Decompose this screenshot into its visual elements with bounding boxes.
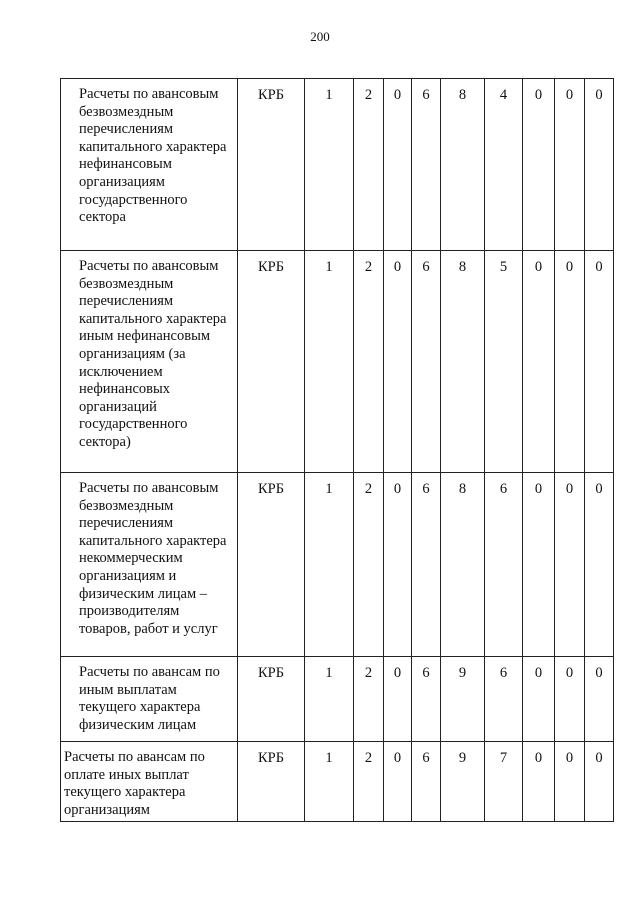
code-digit: 0	[523, 251, 555, 473]
code-digit: 1	[305, 473, 354, 657]
code-digit: 0	[585, 742, 614, 822]
code-digit: 0	[523, 79, 555, 251]
code-digit: 0	[523, 657, 555, 742]
code-digit: 6	[412, 657, 441, 742]
code-digit: 2	[354, 473, 384, 657]
code-digit: 1	[305, 742, 354, 822]
row-description: Расчеты по авансовым безвозмездным перечислениям капитального характера нефинансовым организациям государственного сектора	[61, 79, 238, 251]
code-digit: 0	[585, 657, 614, 742]
code-digit: 6	[412, 79, 441, 251]
code-digit: 6	[412, 251, 441, 473]
code-digit: 0	[384, 79, 412, 251]
code-digit: 0	[384, 742, 412, 822]
code-digit: 2	[354, 251, 384, 473]
code-digit: 4	[485, 79, 523, 251]
code-digit: 0	[555, 657, 585, 742]
code-digit: 0	[523, 742, 555, 822]
row-description: Расчеты по авансам по оплате иных выплат текущего характера организациям	[61, 742, 238, 822]
row-description: Расчеты по авансам по иным выплатам текущего характера физическим лицам	[61, 657, 238, 742]
table-row	[61, 657, 614, 742]
code-digit: 0	[384, 473, 412, 657]
code-digit: 1	[305, 657, 354, 742]
code-digit: 8	[441, 251, 485, 473]
code-digit: 6	[412, 473, 441, 657]
table-row	[61, 251, 614, 473]
row-code: КРБ	[238, 79, 305, 251]
code-digit: 0	[555, 742, 585, 822]
code-digit: 0	[585, 251, 614, 473]
row-description: Расчеты по авансовым безвозмездным перечислениям капитального характера некоммерческим организациям и физическим лицам – производителям товаров, работ и услуг	[61, 473, 238, 657]
code-digit: 0	[585, 79, 614, 251]
code-digit: 6	[485, 473, 523, 657]
row-code: КРБ	[238, 251, 305, 473]
table-row	[61, 742, 614, 822]
code-digit: 2	[354, 742, 384, 822]
code-digit: 6	[412, 742, 441, 822]
code-digit: 5	[485, 251, 523, 473]
code-digit: 0	[523, 473, 555, 657]
row-code: КРБ	[238, 473, 305, 657]
code-digit: 0	[384, 657, 412, 742]
table-row	[61, 79, 614, 251]
code-digit: 8	[441, 473, 485, 657]
code-digit: 6	[485, 657, 523, 742]
code-digit: 1	[305, 79, 354, 251]
code-digit: 0	[585, 473, 614, 657]
code-digit: 0	[555, 251, 585, 473]
table-row	[61, 473, 614, 657]
code-digit: 7	[485, 742, 523, 822]
code-digit: 2	[354, 657, 384, 742]
code-digit: 0	[555, 79, 585, 251]
accounts-table	[60, 78, 614, 822]
code-digit: 9	[441, 657, 485, 742]
row-code: КРБ	[238, 657, 305, 742]
row-code: КРБ	[238, 742, 305, 822]
code-digit: 8	[441, 79, 485, 251]
code-digit: 0	[555, 473, 585, 657]
code-digit: 9	[441, 742, 485, 822]
code-digit: 1	[305, 251, 354, 473]
row-description: Расчеты по авансовым безвозмездным перечислениям капитального характера иным нефинансовым организациям (за исключением нефинансовых организаций государственного сектора)	[61, 251, 238, 473]
code-digit: 0	[384, 251, 412, 473]
page-number: 200	[310, 29, 330, 44]
code-digit: 2	[354, 79, 384, 251]
